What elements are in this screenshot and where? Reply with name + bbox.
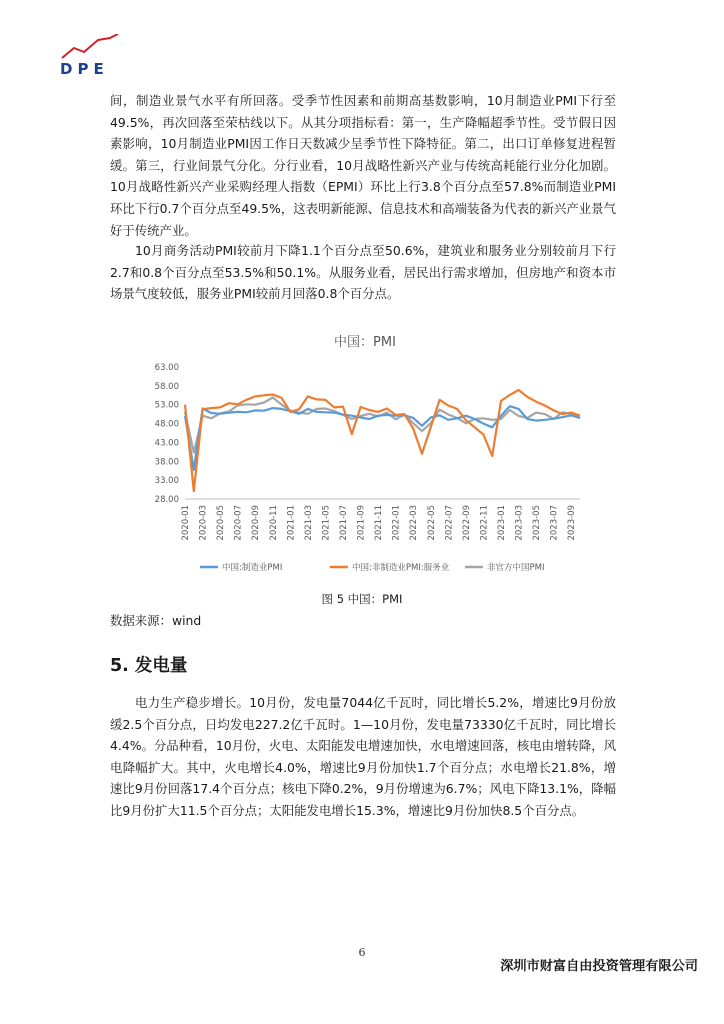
x-tick-label: 2023-03 [514, 505, 525, 541]
y-tick-label: 48.00 [154, 419, 179, 430]
legend-label-2: 非官方中国PMI [487, 563, 545, 573]
data-source: 数据来源：wind [110, 613, 202, 628]
body-paragraph-power-generation: 电力生产稳步增长。10月份，发电量7044亿千瓦时，同比增长5.2%，增速比9月份放缓2.5个百分点，日均发电227.2亿千瓦时。1—10月份，发电量73330亿千瓦时，同比增长4.4%。分品种看，10月份，火电、太阳能发电增速加快，水电增速回落，核电由增转降，风电降幅扩大。其中，火电增长4.0%，增速比9月份加快1.7个百分点；水电增长21.8%，增速比9月份回落17.4个百分点；核电下降0.2%，9月份增速为6.7%；风电下降13.1%，降幅比9月份扩大11.5个百分点；太阳能发电增长15.3%，增速比9月份加快8.5个百分点。 [110, 695, 616, 818]
y-tick-label: 43.00 [154, 438, 179, 449]
page-number: 6 [358, 946, 366, 959]
x-tick-label: 2023-07 [549, 505, 560, 541]
x-tick-label: 2022-09 [461, 505, 472, 541]
body-paragraph-services: 10月商务活动PMI较前月下降1.1个百分点至50.6%，建筑业和服务业分别较前月下行2.7和0.8个百分点至53.5%和50.1%。从服务业看，居民出行需求增加，但房地产和资本市场景气度较低，服务业PMI较前月回落0.8个百分点。 [110, 243, 616, 302]
section-title: 5. 发电量 [110, 656, 188, 676]
x-tick-label: 2022-07 [444, 505, 455, 541]
body-paragraph-manufacturing: 间，制造业景气水平有所回落。受季节性因素和前期高基数影响，10月制造业PMI下行至49.5%，再次回落至荣枯线以下。从其分项指标看：第一，生产降幅超季节性。受节假日因素影响，10月制造业PMI因工作日天数减少呈季节性下降特征。第二，出口订单修复进程暂缓。第三，行业间景气分化。分行业看，10月战略性新兴产业与传统高耗能行业分化加剧。10月战略性新兴产业采购经理人指数（EPMI）环比上行3.8个百分点至57.8%而制造业PMI环比下行0.7个百分点至49.5%，这表明新能源、信息技术和高端装备为代表的新兴产业景气好于传统产业。 [110, 93, 616, 238]
x-tick-label: 2021-03 [303, 505, 314, 541]
legend-label-1: 中国:非制造业PMI:服务业 [352, 563, 450, 573]
y-tick-label: 58.00 [154, 381, 179, 392]
x-tick-label: 2023-05 [532, 505, 543, 541]
pmi-line-chart [140, 322, 590, 584]
x-tick-label: 2020-03 [198, 505, 209, 541]
x-tick-label: 2020-11 [268, 505, 279, 541]
x-tick-label: 2021-07 [339, 505, 349, 541]
x-tick-label: 2023-01 [497, 505, 507, 541]
x-tick-label: 2021-11 [374, 505, 385, 541]
x-tick-label: 2022-03 [409, 505, 420, 541]
x-tick-label: 2020-09 [251, 505, 262, 541]
figure-caption: 图 5 中国：PMI [321, 592, 403, 606]
x-tick-label: 2022-11 [479, 505, 490, 541]
x-tick-label: 2021-05 [321, 505, 332, 541]
x-tick-label: 2021-01 [286, 505, 297, 541]
x-tick-label: 2020-07 [233, 505, 244, 541]
x-tick-label: 2022-01 [391, 505, 402, 541]
company-logo [60, 34, 122, 80]
x-tick-label: 2020-01 [181, 505, 191, 541]
series-line-2 [185, 398, 580, 453]
y-tick-label: 63.00 [154, 363, 179, 373]
x-tick-label: 2022-05 [426, 505, 437, 541]
y-tick-label: 38.00 [154, 457, 179, 468]
x-tick-label: 2020-05 [216, 505, 227, 541]
chart-title: 中国：PMI [334, 335, 396, 350]
y-tick-label: 28.00 [154, 495, 179, 505]
legend-label-0: 中国:制造业PMI [222, 563, 283, 573]
x-tick-label: 2023-09 [567, 505, 578, 541]
y-tick-label: 53.00 [154, 400, 179, 411]
logo-text: DPE [60, 60, 109, 78]
x-tick-label: 2021-09 [356, 505, 367, 541]
y-tick-label: 33.00 [154, 476, 179, 487]
footer-company-name: 深圳市财富自由投资管理有限公司 [500, 959, 698, 974]
